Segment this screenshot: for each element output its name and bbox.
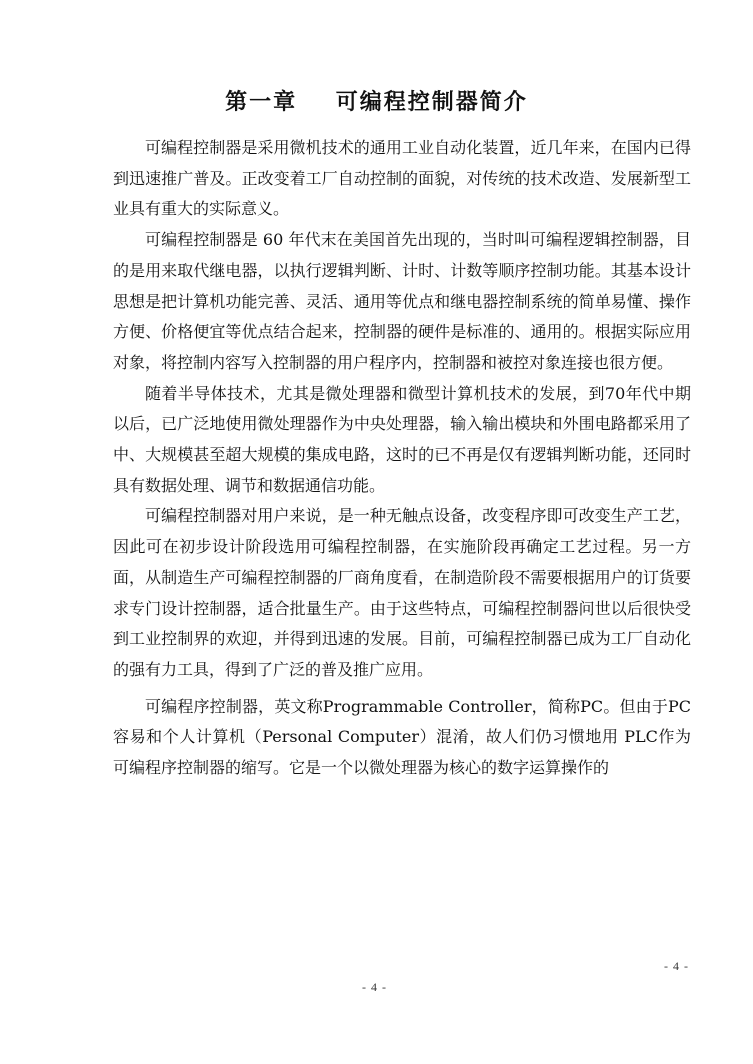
paragraph: 可编程控制器是 60 年代末在美国首先出现的，当时叫可编程逻辑控制器，目的是用来取代继电器，以执行逻辑判断、计时、计数等顺序控制功能。其基本设计思想是把计算机功能完善、灵活、通用等优点和继电器控制系统的简单易懂、操作方便、价格便宜等优点结合起来，控制器的硬件是标准的、通用的。根据实际应用对象，将控制内容写入控制器的用户程序内，控制器和被控对象连接也很方便。 [113,230,691,372]
paragraph: 随着半导体技术，尤其是微处理器和微型计算机技术的发展，到70年代中期以后，已广泛地使用微处理器作为中央处理器，输入输出模块和外围电路都采用了中、大规模甚至超大规模的集成电路，这时的已不再是仅有逻辑判断功能，还同时具有数据处理、调节和数据通信功能。 [113,383,691,495]
body-text [113,133,691,784]
paragraph: 可编程控制器对用户来说，是一种无触点设备，改变程序即可改变生产工艺，因此可在初步设计阶段选用可编程控制器，在实施阶段再确定工艺过程。另一方面，从制造生产可编程控制器的厂商角度看，在制造阶段不需要根据用户的订货要求专门设计控制器，适合批量生产。由于这些特点，可编程控制器问世以后很快受到工业控制界的欢迎，并得到迅速的发展。目前，可编程控制器已成为工厂自动化的强有力工具，得到了广泛的普及推广应用。 [113,506,691,679]
page-number-center: - 4 - [362,980,387,994]
paragraph: 可编程序控制器，英文称Programmable Controller，简称PC。但由于PC 容易和个人计算机（Personal Computer）混淆，故人们仍习惯地用 PLC作为可编程序控制器的缩写。它是一个以微处理器为核心的数字运算操作的 [113,696,691,778]
page-number-right: - 4 - [664,959,689,973]
chapter-title: 第一章 可编程控制器简介 [225,89,528,115]
paragraph: 可编程控制器是采用微机技术的通用工业自动化装置，近几年来，在国内已得到迅速推广普及。正改变着工厂自动控制的面貌，对传统的技术改造、发展新型工业具有重大的实际意义。 [113,138,691,219]
